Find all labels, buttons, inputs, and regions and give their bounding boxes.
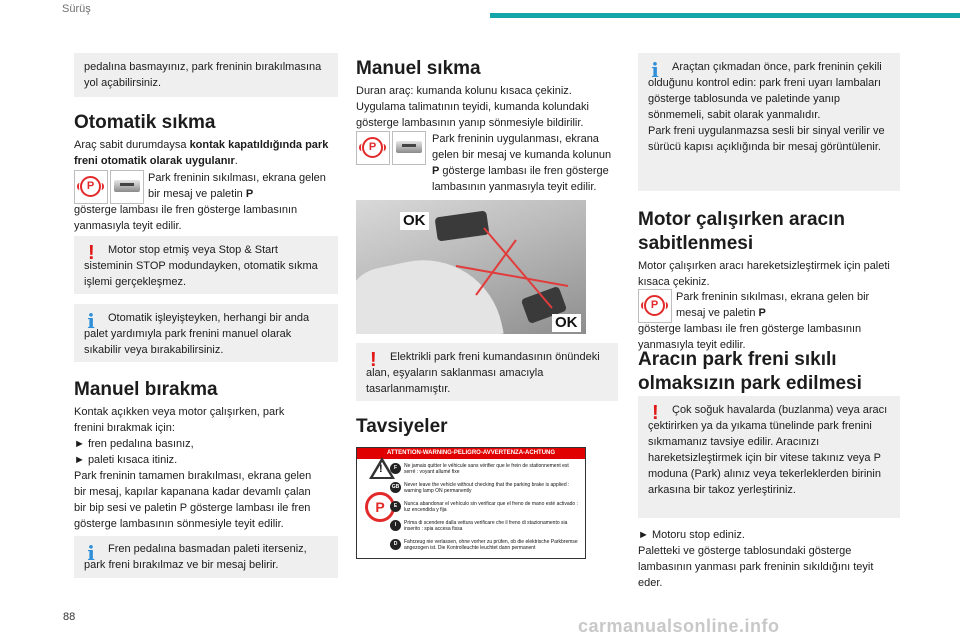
otomatik-text-a: Araç sabit durumdaysa [74, 139, 190, 151]
epb-switch-icon [392, 131, 426, 165]
parking-brake-symbol: P [644, 295, 665, 316]
header-accent-bar [490, 13, 960, 18]
sikma-icon-text-b: P [432, 165, 440, 177]
label-row [393, 463, 581, 475]
otomatik-icon-text-b: P [245, 188, 254, 200]
flag-icon: E [390, 501, 401, 512]
end-line: ► Motoru stop ediniz. [638, 529, 745, 541]
birakma-line: ► paleti kısaca itiniz. [74, 454, 178, 466]
otomatik-icon-text-cont [74, 202, 338, 234]
label-row [393, 539, 581, 551]
warning-icon: ! [88, 242, 95, 264]
otomatik-icon-text-c: gösterge lambası ile fren gösterge lambasının yanmasıyla teyit edilir. [74, 204, 298, 232]
birakma-line: Park freninin tamamen bırakılması, ekrana gelen [74, 470, 312, 482]
parking-brake-icon [74, 170, 108, 204]
parking-brake-icon [356, 131, 390, 165]
parking-brake-symbol: P [80, 176, 101, 197]
label-row-text: Nunca abandonar el vehículo sin verificar que el freno de mano esté activado : luz encendida y fija [404, 501, 578, 513]
heading-manuel-birakma: Manuel bırakma [74, 379, 218, 400]
epb-switch-icon [110, 170, 144, 204]
parking-brake-symbol: P [362, 137, 383, 158]
switch-symbol [396, 141, 422, 153]
label-row-text: Never leave the vehicle without checking that the parking brake is applied : warning lamp ON permanently [404, 482, 570, 494]
info-text: Otomatik işleyişteyken, herhangi bir anda palet yardımıyla park frenini manuel olarak sıkabilir veya bırakabilirsiniz. [84, 312, 310, 356]
heading-manuel-sikma: Manuel sıkma [356, 58, 481, 79]
motor-paragraph: Motor çalışırken aracı hareketsizleştirmek için paleti kısaca çekiniz. [638, 260, 890, 288]
section-label: Sürüş [62, 3, 91, 15]
warning-triangle-mark: ! [379, 463, 383, 475]
warning-text: Çok soğuk havalarda (buzlanma) veya aracı çektirirken ya da yıkama tünelinde park frenini sıkmamanız tavsiye edilir. Aracınızı hareketsizleştirmek için bir vitese takınız veya P moduna (Park) alınız veya tekerleklerden birinin arkasına bir takoz yerleştiriniz. [648, 404, 888, 496]
heading-park-edilmesi: Aracın park freni sıkılı olmaksızın park edilmesi [638, 349, 862, 394]
label-row-text: Fahrzeug nie verlassen, ohne vorher zu prüfen, ob die elektrische Parkbremse angezogen ist. Die Kontrolleuchte leuchtet dann permanent [404, 539, 578, 551]
sikma-paragraph: Duran araç: kumanda kolunu kısaca çekiniz. Uygulama talimatının teyidi, kumanda kolundaki gösterge lambasının yanıp sönmesiyle bildirilir. [356, 85, 589, 129]
end-line: lambasının yanması park freninin sıkıldığını teyit [638, 561, 874, 573]
parking-brake-symbol: P [375, 499, 385, 515]
warning-text: Motor stop etmiş veya Stop & Start sisteminin STOP modundayken, otomatik sıkma işlemi gerçekleşmez. [84, 244, 318, 288]
ok-label-top: OK [400, 212, 429, 230]
warning-icon: ! [652, 402, 659, 424]
birakma-line: gösterge lambasının sönmesiyle teyit edilir. [74, 518, 284, 530]
otomatik-paragraph [74, 137, 338, 169]
continuation-box [74, 53, 338, 97]
warning-box-cold [638, 396, 900, 518]
info-box-before-exit [638, 53, 900, 191]
otomatik-text-end: . [234, 155, 238, 167]
heading-tavsiyeler: Tavsiyeler [356, 416, 448, 437]
motor-icon-text-b: P [758, 307, 766, 319]
watermark: carmanualsonline.info [578, 616, 780, 636]
page-number: 88 [63, 611, 76, 623]
flag-icon: D [390, 539, 401, 550]
ok-label-bottom: OK [552, 314, 581, 332]
end-line: eder. [638, 577, 663, 589]
otomatik-icon-text [148, 170, 338, 202]
label-row [393, 501, 581, 513]
birakma-line: frenini bırakmak için: [74, 422, 175, 434]
sikma-icon-text-a: Park freninin uygulanması, ekrana gelen bir mesaj ve kumanda kolunun [432, 133, 612, 161]
warning-box-storage [356, 343, 618, 401]
switch-symbol [114, 180, 140, 192]
motor-icon-text-c: gösterge lambası ile fren gösterge lambasının yanmasıyla teyit edilir. [638, 323, 862, 351]
flag-icon: F [390, 463, 401, 474]
warning-label-plate [356, 447, 586, 559]
birakma-block [74, 404, 344, 532]
label-row-text: Ne jamais quitter le véhicule sans vérifier que le frein de stationnement est serré : voyant allumé fixe [404, 463, 569, 475]
flag-icon: GB [390, 482, 401, 493]
info-text: Fren pedalına basmadan paleti iterseniz, park freni bırakılmaz ve bir mesaj belirir. [84, 543, 307, 571]
sikma-icon-text [432, 131, 618, 195]
continuation-text: pedalına basmayınız, park freninin bırakılmasına yol açabilirsiniz. [84, 61, 322, 89]
label-title: ATTENTION-WARNING-PELIGRO-AVVERTENZA-ACHTUNG [357, 448, 585, 459]
epb-control-photo [356, 200, 586, 334]
warning-icon: ! [370, 349, 377, 371]
heading-motor-calisirken: Motor çalışırken aracın sabitlenmesi [638, 209, 845, 254]
motor-icon-text-a: Park freninin sıkılması, ekrana gelen bir mesaj ve paletin [676, 291, 870, 319]
birakma-line: bir bip sesi ve paletin P gösterge lambası ile fren [74, 502, 311, 514]
end-line: Paletteki ve gösterge tablosundaki gösterge [638, 545, 852, 557]
info-icon: i [651, 58, 659, 82]
parking-brake-icon [638, 289, 672, 323]
birakma-line: Kontak açıkken veya motor çalışırken, park [74, 406, 285, 418]
info-box-manual [74, 304, 338, 362]
birakma-line: ► fren pedalına basınız, [74, 438, 194, 450]
sikma-icon-text-c: gösterge lambası ile fren gösterge lambasının yanmasıyla teyit edilir. [432, 165, 609, 193]
info-icon: i [87, 541, 95, 565]
birakma-line: bir mesaj, kapılar kapanana kadar devamlı çalan [74, 486, 311, 498]
info-box-pedal [74, 536, 338, 578]
label-row-text: Prima di scendere dalla vettura verificare che il freno di stazionamento sia inserito : spia accesa fissa [404, 520, 568, 532]
info-icon: i [87, 309, 95, 333]
motor-icon-text [676, 289, 900, 321]
otomatik-icon-text-a: Park freninin sıkılması, ekrana gelen bir mesaj ve paletin [148, 172, 326, 200]
info-text: Araçtan çıkmadan önce, park freninin çekili olduğunu kontrol edin: park freni uyarı lambaları gösterge tablosunda ve paletinde yanıp sönmemeli, sabit olarak yanmalıdır. Park freni uygulanmazsa sesli bir sinyal verilir ve sürücü kapısı açıklığında bir mesaj görüntülenir. [648, 61, 885, 153]
warning-box-stop-start [74, 236, 338, 294]
otomatik-text-bold: kontak kapatıldığında park freni otomatik olarak uygulanır [74, 139, 329, 167]
label-row [394, 520, 581, 532]
heading-otomatik-sikma: Otomatik sıkma [74, 112, 216, 133]
end-block [638, 527, 900, 591]
label-row [391, 482, 581, 494]
flag-icon: I [390, 520, 401, 531]
warning-text: Elektrikli park freni kumandasının önündeki alan, eşyaların saklanması amacıyla tasarlanmamıştır. [366, 351, 600, 395]
